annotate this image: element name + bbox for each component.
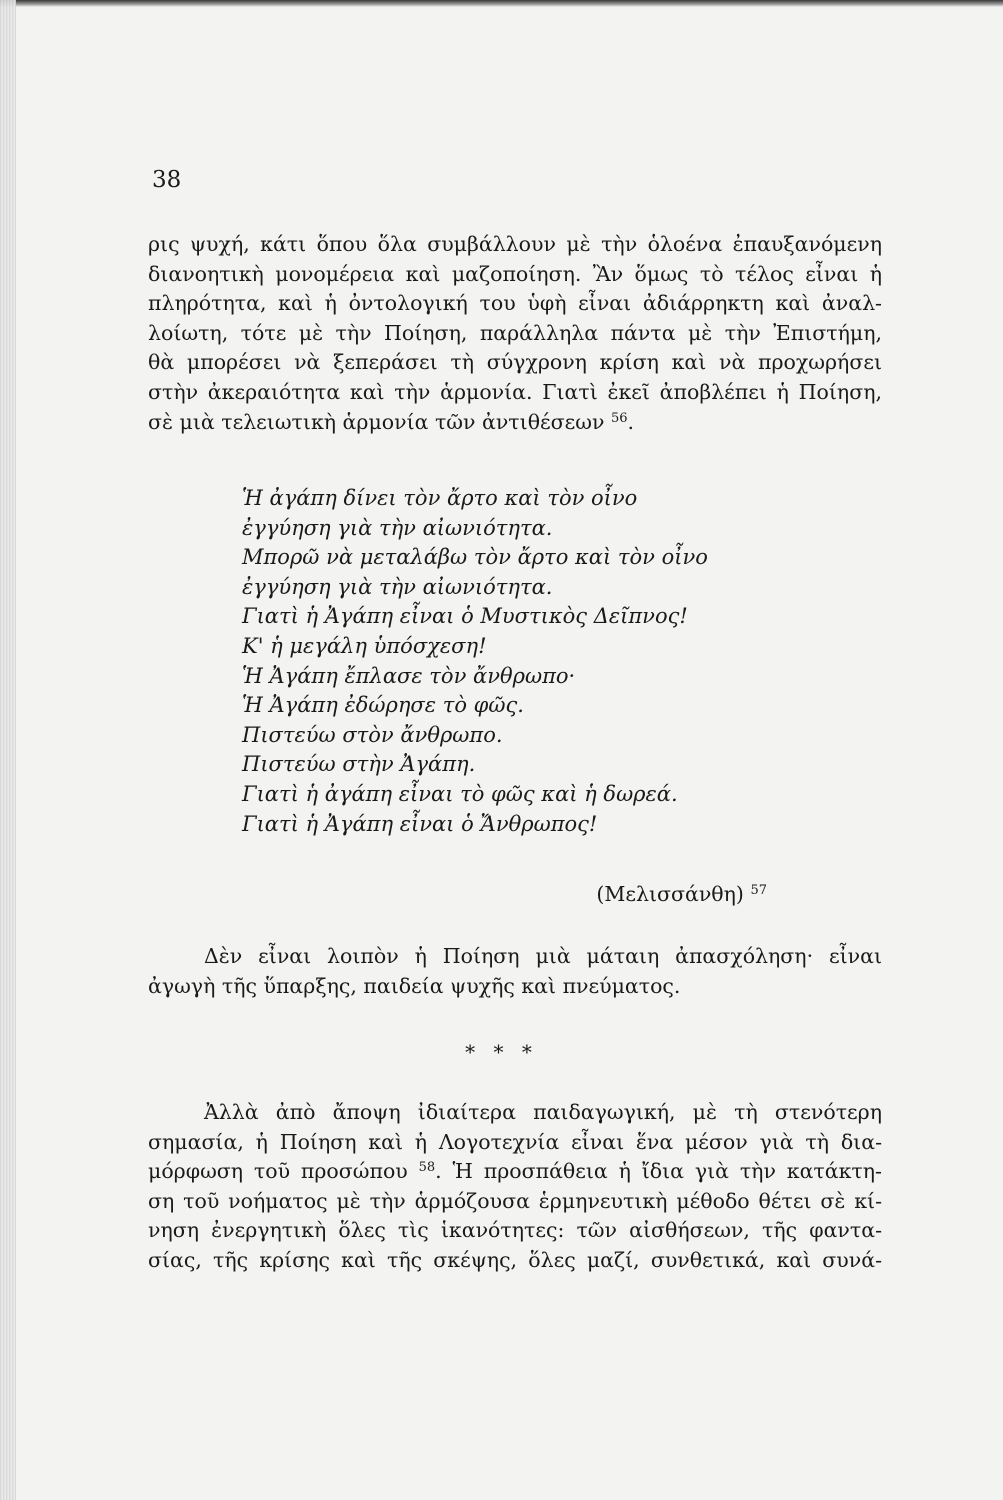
text-line: λοίωτη, τότε μὲ τὴν Ποίηση, παράλληλα πάντα μὲ τὴν Ἐπιστήμη, — [148, 320, 882, 345]
text-line: Ἀλλὰ ἀπὸ ἄποψη ἰδιαίτερα παιδαγωγική, μὲ τὴ στενότερη — [204, 1100, 882, 1124]
poem-verse: Μπορῶ νὰ μεταλάβω τὸν ἄρτο καὶ τὸν οἶνο — [242, 545, 708, 570]
text-line: σὲ μιὰ τελειωτικὴ ἁρμονία τῶν ἀντιθέσεων — [148, 409, 605, 434]
poem-verse: ἐγγύηση γιὰ τὴν αἰωνιότητα. — [242, 574, 553, 599]
footnote-ref: 58 — [418, 1160, 436, 1176]
text-line: νηση ἐνεργητικὴ ὅλες τὶς ἱκανότητες: τῶν αἰσθήσεων, τῆς φαντα- — [148, 1218, 882, 1243]
page-number: 38 — [152, 167, 182, 193]
poem-verse: Γιατὶ ἡ ἀγάπη εἶναι τὸ φῶς καὶ ἡ δωρεά. — [242, 781, 678, 806]
text-line: ση τοῦ νοήματος μὲ τὴν ἁρμόζουσα ἑρμηνευτικὴ μέθοδο θέτει σὲ κί- — [148, 1188, 882, 1213]
text-line: πληρότητα, καὶ ἡ ὀντολογική του ὑφὴ εἶναι ἀδιάρρηκτη καὶ ἀναλ- — [148, 291, 882, 316]
intro-paragraph — [148, 230, 882, 437]
text-line: στὴν ἀκεραιότητα καὶ τὴν ἁρμονία. Γιατὶ ἐκεῖ ἀποβλέπει ἡ Ποίηση, — [148, 379, 882, 404]
text-fragment: . Ἡ προσπάθεια ἡ ἴδια γιὰ τὴν κατάκτη- — [435, 1159, 882, 1184]
poem-verse: Ἡ Ἀγάπη ἔπλασε τὸν ἄνθρωπο· — [242, 663, 576, 688]
text-line: θὰ μπορέσει νὰ ξεπεράσει τὴ σύγχρονη κρίση καὶ νὰ προχωρήσει — [148, 350, 882, 375]
poem-verse: Ἡ Ἀγάπη ἐδώρησε τὸ φῶς. — [242, 693, 524, 718]
poem-verse: Γιατὶ ἡ Ἀγάπη εἶναι ὁ Μυστικὸς Δεῖπνος! — [242, 604, 688, 629]
footnote-ref: 57 — [750, 883, 767, 898]
poem-verse: Πιστεύω στὴν Ἀγάπη. — [242, 752, 476, 777]
text-line-with-footnote — [148, 408, 882, 438]
text-line: Δὲν εἶναι λοιπὸν ἡ Ποίηση μιὰ μάταιη ἀπασχόληση· εἶναι — [204, 944, 882, 968]
text-fragment: μόρφωση τοῦ προσώπου — [148, 1159, 408, 1184]
poem-verse: Ἡ ἀγάπη δίνει τὸν ἄρτο καὶ τὸν οἶνο — [242, 486, 638, 510]
text-line-with-footnote — [148, 1157, 882, 1187]
poem — [242, 484, 802, 839]
conclusion-paragraph — [148, 942, 882, 1001]
poem-attribution — [596, 880, 767, 910]
pedagogy-paragraph — [148, 1098, 882, 1276]
poem-author: (Μελισσάνθη) — [596, 882, 744, 906]
footnote-ref: 56 — [610, 410, 628, 426]
poem-verse: Πιστεύω στὸν ἄνθρωπο. — [242, 722, 503, 747]
text-line: ρις ψυχή, κάτι ὅπου ὅλα συμβάλλουν μὲ τὴν ὁλοένα ἐπαυξανόμενη — [148, 232, 882, 256]
text-line: σίας, τῆς κρίσης καὶ τῆς σκέψης, ὅλες μαζί, συνθετικά, καὶ συνά- — [148, 1247, 882, 1272]
poem-verse: Κ' ἡ μεγάλη ὑπόσχεση! — [242, 633, 487, 658]
poem-verse: ἐγγύηση γιὰ τὴν αἰωνιότητα. — [242, 515, 553, 540]
text-line: διανοητικὴ μονομέρεια καὶ μαζοποίηση. Ἂν ὅμως τὸ τέλος εἶναι ἡ — [148, 261, 882, 286]
text-line: σημασία, ἡ Ποίηση καὶ ἡ Λογοτεχνία εἶναι ἕνα μέσον γιὰ τὴ δια- — [148, 1129, 882, 1154]
poem-verse: Γιατὶ ἡ Ἀγάπη εἶναι ὁ Ἄνθρωπος! — [242, 811, 598, 836]
page-top-edge — [0, 0, 1003, 7]
text-line: ἀγωγὴ τῆς ὕπαρξης, παιδεία ψυχῆς καὶ πνεύματος. — [148, 973, 681, 998]
page-binding-edge — [0, 0, 16, 1500]
section-separator: * * * — [465, 1040, 538, 1064]
sentence-end: . — [627, 409, 635, 434]
